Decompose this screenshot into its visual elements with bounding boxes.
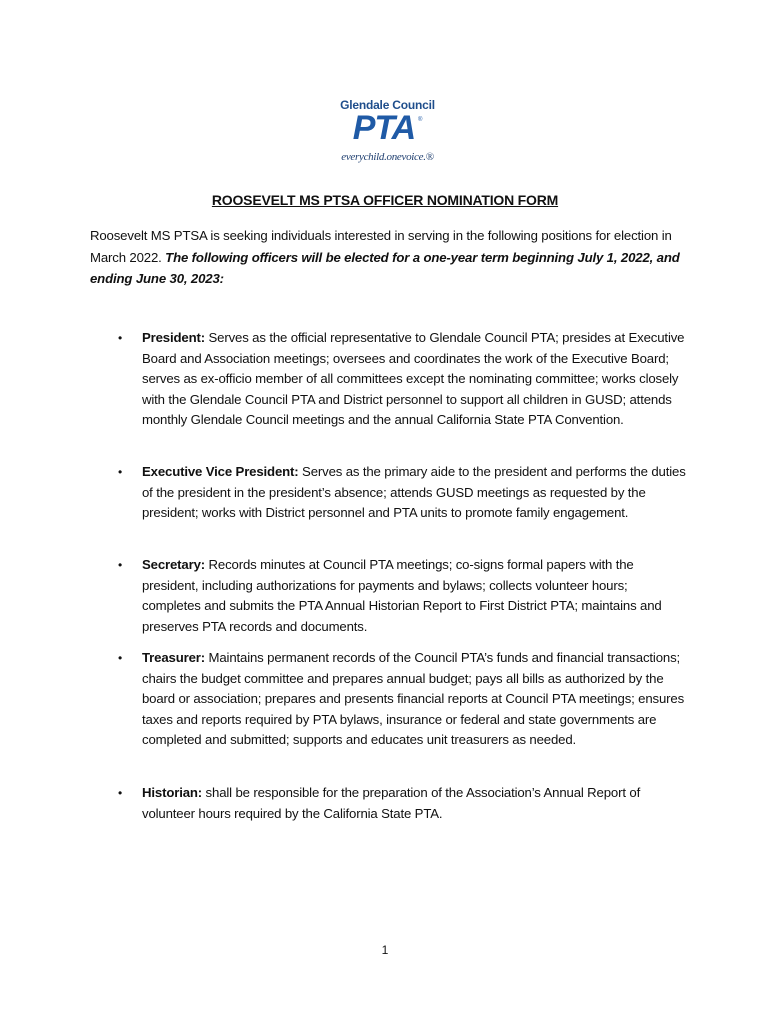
officer-role: Historian: [142, 785, 203, 800]
officer-description: Serves as the official representative to Glendale Council PTA; presides at Executive Board and Association meetings; oversees and coordinates the work of the Executive Board; serves as ex-officio member of all committees except the nominating committee; works closely with the Glendale Council PTA and District personnel to support all children in GUSD; attends monthly Glendale Council meetings and the annual California State PTA Convention. [142, 330, 685, 427]
officer-text [142, 555, 687, 637]
bullet: • [118, 331, 123, 345]
officer-description: Maintains permanent records of the Council PTA’s funds and financial transactions; chairs the budget committee and prepares annual budget; pays all bills as authorized by the board or association; prepares and presents financial reports at Council PTA meetings; ensures taxes and reports required by PTA bylaws, insurance or federal and state governments are completed and submitted; supports and educates unit treasurers as needed. [142, 650, 685, 747]
page-number: 1 [381, 943, 389, 957]
logo-registered-mark: ® [418, 117, 423, 123]
intro-paragraph [90, 225, 680, 290]
officer-text [142, 783, 687, 824]
officer-description: Serves as the primary aide to the president and performs the duties of the president in the president’s absence; attends GUSD meetings as requested by the president; works with District personnel and PTA units to promote family engagement. [142, 464, 686, 520]
glendale-council-pta-logo [330, 98, 445, 170]
bullet: • [118, 786, 123, 800]
bullet: • [118, 465, 123, 479]
officer-text [142, 328, 687, 431]
intro-emphasis: The following officers will be elected for a one-year term beginning July 1, 2022, and ending June 30, 2023: [90, 249, 680, 286]
officer-role: Treasurer: [142, 650, 206, 665]
officer-text [142, 648, 687, 751]
bullet: • [118, 558, 123, 572]
officer-role: Secretary: [142, 557, 206, 572]
officer-description: Records minutes at Council PTA meetings; co-signs formal papers with the president, including authorizations for payments and bylaws; collects volunteer hours; completes and submits the PTA Annual Historian Report to First District PTA; maintains and preserves PTA records and documents. [142, 557, 662, 634]
logo-pta-wordmark: PTA [352, 109, 416, 147]
form-title: ROOSEVELT MS PTSA OFFICER NOMINATION FORM [211, 192, 559, 208]
logo-tagline: everychild.onevoice.® [341, 151, 434, 163]
officer-role: Executive Vice President: [142, 464, 299, 479]
logo-council-name: Glendale Council [340, 98, 435, 112]
intro-text: Roosevelt MS PTSA is seeking individuals interested in serving in the following positions for election in March 2022. [90, 228, 672, 265]
bullet: • [118, 651, 123, 665]
officer-text [142, 462, 687, 524]
officer-role: President: [142, 330, 205, 345]
officer-description: shall be responsible for the preparation of the Association’s Annual Report of volunteer hours required by the California State PTA. [142, 785, 641, 821]
